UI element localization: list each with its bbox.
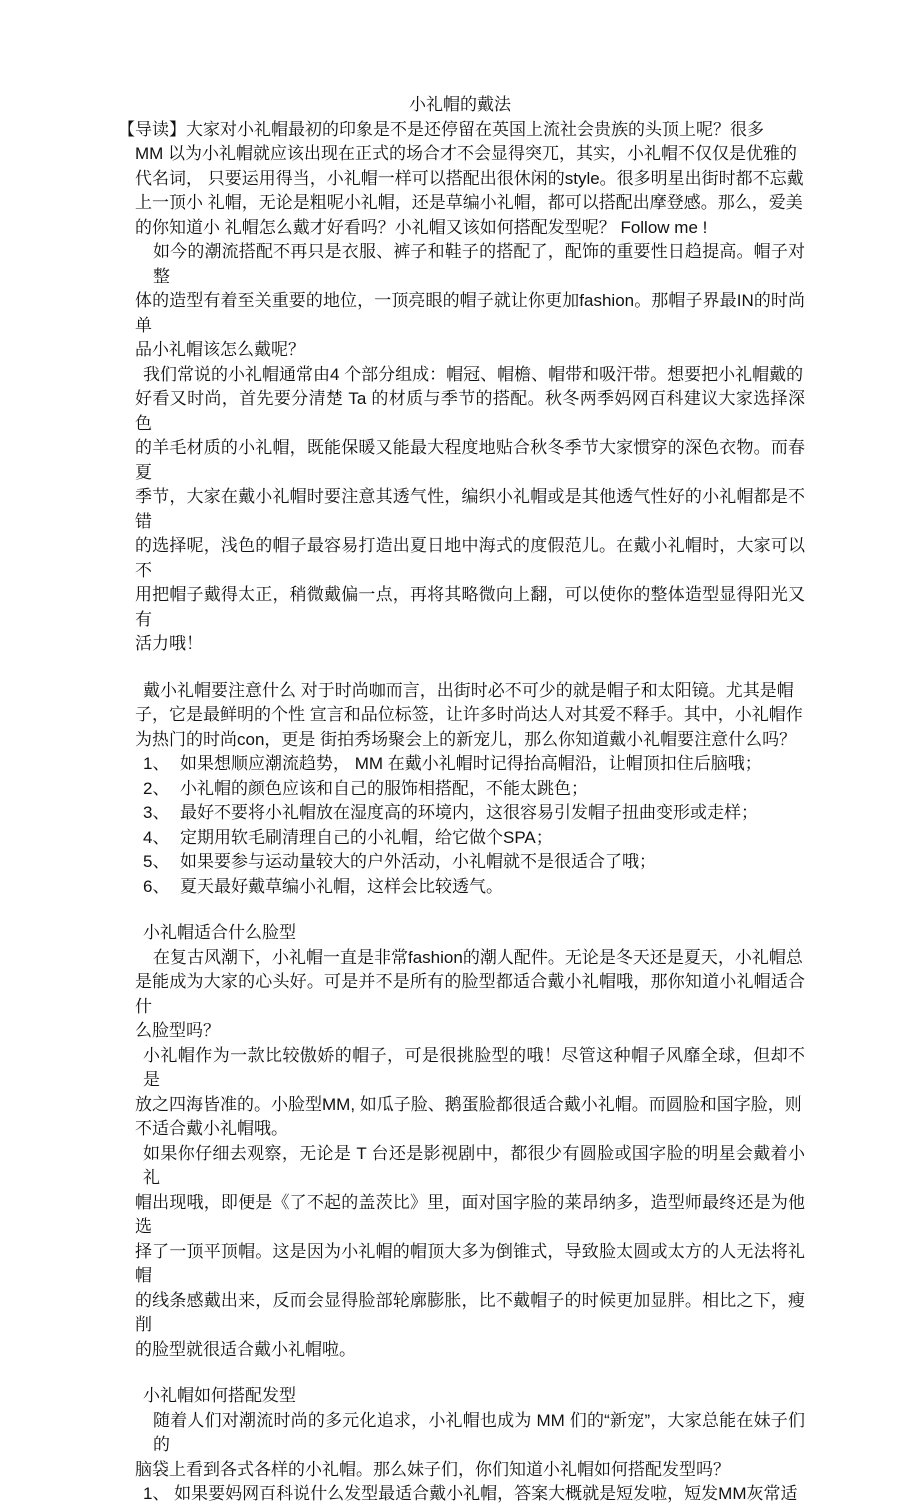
- list-item-text: 定期用软毛刷清理自己的小礼帽，给它做个SPA；: [180, 827, 553, 847]
- section-heading: 小礼帽适合什么脸型: [143, 923, 296, 942]
- paragraph-line: 是能成为大家的心头好。可是并不是所有的脸型都适合戴小礼帽哦，那你知道小礼帽适合什: [135, 972, 805, 1016]
- paragraph-line: 小礼帽作为一款比较傲娇的帽子，可是很挑脸型的哦！尽管这种帽子风靡全球，但却不是: [143, 1045, 805, 1089]
- paragraph-line: 如今的潮流搭配不再只是衣服、裤子和鞋子的搭配了，配饰的重要性日趋提高。帽子对整: [153, 242, 805, 286]
- list-item-text: 如果要参与运动量较大的户外活动，小礼帽就不是很适合了哦；: [180, 852, 656, 871]
- list-item: [143, 826, 805, 851]
- paragraph-line: 不适合戴小礼帽哦。: [135, 1119, 288, 1138]
- list-item-text: 如果想顺应潮流趋势， MM 在戴小礼帽时记得抬高帽沿，让帽顶扣住后脑哦；: [180, 754, 762, 773]
- paragraph-line: 择了一顶平顶帽。这是因为小礼帽的帽顶大多为倒锥式，导致脸太圆或太方的人无法将礼帽: [135, 1241, 805, 1285]
- paragraph-line: 如果你仔细去观察，无论是 T 台还是影视剧中，都很少有圆脸或国字脸的明星会戴着小礼: [143, 1143, 805, 1187]
- paragraph-line: 好看又时尚，首先要分清楚 Ta 的材质与季节的搭配。秋冬两季妈网百科建议大家选择深色: [135, 389, 805, 433]
- paragraph-line: 帽出现哦，即便是《了不起的盖茨比》里，面对国字脸的莱昂纳多，造型师最终还是为他选: [135, 1192, 805, 1236]
- paragraph-line: 【导读】大家对小礼帽最初的印象是不是还停留在英国上流社会贵族的头顶上呢？很多: [118, 119, 764, 139]
- list-number: 1、: [143, 754, 170, 773]
- paragraph-line: 活力哦！: [135, 634, 203, 653]
- paragraph-line: MM 以为小礼帽就应该出现在正式的场合才不会显得突兀，其实，小礼帽不仅仅是优雅的: [135, 144, 798, 163]
- paragraph-line: 体的造型有着至关重要的地位，一顶亮眼的帽子就让你更加fashion。那帽子界最IN的时尚 单: [135, 291, 805, 335]
- list-number: 2、: [143, 778, 170, 798]
- paragraph-line: 1、 如果要妈网百科说什么发型最适合戴小礼帽，答案大概就是短发啦，短发MM灰常适: [143, 1484, 798, 1503]
- list-number: 4、: [143, 827, 170, 847]
- paragraph-line: 的羊毛材质的小礼帽，既能保暖又能最大程度地贴合秋冬季节大家惯穿的深色衣物。而春夏: [135, 438, 805, 482]
- list-item: [143, 801, 805, 826]
- paragraph-line: 季节，大家在戴小礼帽时要注意其透气性，编织小礼帽或是其他透气性好的小礼帽都是不错: [135, 487, 805, 531]
- list-item-text: 最好不要将小礼帽放在湿度高的环境内，这很容易引发帽子扭曲变形或走样；: [180, 803, 758, 822]
- list-number: 3、: [143, 803, 170, 822]
- paragraph-line: 么脸型吗？: [135, 1021, 220, 1040]
- paragraph-line: 的选择呢，浅色的帽子最容易打造出夏日地中海式的度假范儿。在戴小礼帽时，大家可以不: [135, 536, 805, 580]
- paragraph-line: 放之四海皆准的。小脸型MM, 如瓜子脸、鹅蛋脸都很适合戴小礼帽。而圆脸和国字脸，则: [135, 1094, 802, 1114]
- paragraph-line: 用把帽子戴得太正，稍微戴偏一点，再将其略微向上翻，可以使你的整体造型显得阳光又有: [135, 585, 805, 629]
- list-item: [143, 850, 805, 875]
- list-item: [143, 875, 805, 900]
- paragraph-line: 在复古风潮下，小礼帽一直是非常fashion的潮人配件。无论是冬天还是夏天，小礼帽总: [153, 947, 803, 967]
- tips-list: [0, 752, 920, 899]
- list-item: [143, 752, 805, 777]
- paragraph-line: 品小礼帽该怎么戴呢？: [135, 340, 305, 359]
- paragraph-line: 上一顶小 礼帽，无论是粗呢小礼帽，还是草编小礼帽，都可以搭配出摩登感。那么，爱美: [135, 193, 803, 212]
- list-item: [143, 777, 805, 802]
- paragraph-line: 戴小礼帽要注意什么 对于时尚咖而言，出街时必不可少的就是帽子和太阳镜。尤其是帽: [143, 680, 794, 700]
- section-heading: 小礼帽如何搭配发型: [143, 1386, 296, 1405]
- document-title: 小礼帽的戴法: [409, 95, 511, 114]
- paragraph-line: 代名词， 只要运用得当，小礼帽一样可以搭配出很休闲的style。很多明星出街时都不忘戴: [135, 168, 804, 188]
- paragraph-line: 随着人们对潮流时尚的多元化追求，小礼帽也成为 MM 们的“新宠”，大家总能在妹子们的: [153, 1410, 805, 1454]
- paragraph-line: 脑袋上看到各式各样的小礼帽。那么妹子们，你们知道小礼帽如何搭配发型吗？: [135, 1459, 730, 1479]
- list-item-text: 小礼帽的颜色应该和自己的服饰相搭配，不能太跳色；: [180, 778, 588, 798]
- list-number: 6、: [143, 876, 170, 896]
- list-number: 5、: [143, 852, 170, 871]
- paragraph-line: 的你知道小 礼帽怎么戴才好看吗？小礼帽又该如何搭配发型呢？ Follow me !: [135, 217, 708, 237]
- paragraph-line: 的脸型就很适合戴小礼帽啦。: [135, 1339, 356, 1359]
- paragraph-line: 我们常说的小礼帽通常由4 个部分组成：帽冠、帽檐、帽带和吸汗带。想要把小礼帽戴的: [143, 364, 804, 384]
- paragraph-line: 为热门的时尚con，更是 街拍秀场聚会上的新宠儿，那么你知道戴小礼帽要注意什么吗？: [135, 729, 797, 749]
- list-item-text: 夏天最好戴草编小礼帽，这样会比较透气。: [180, 876, 503, 896]
- paragraph-line: 子，它是最鲜明的个性 宣言和品位标签，让许多时尚达人对其爱不释手。其中，小礼帽作: [135, 705, 803, 724]
- paragraph-line: 的线条感戴出来，反而会显得脸部轮廓膨胀，比不戴帽子的时候更加显胖。相比之下，瘦削: [135, 1290, 805, 1334]
